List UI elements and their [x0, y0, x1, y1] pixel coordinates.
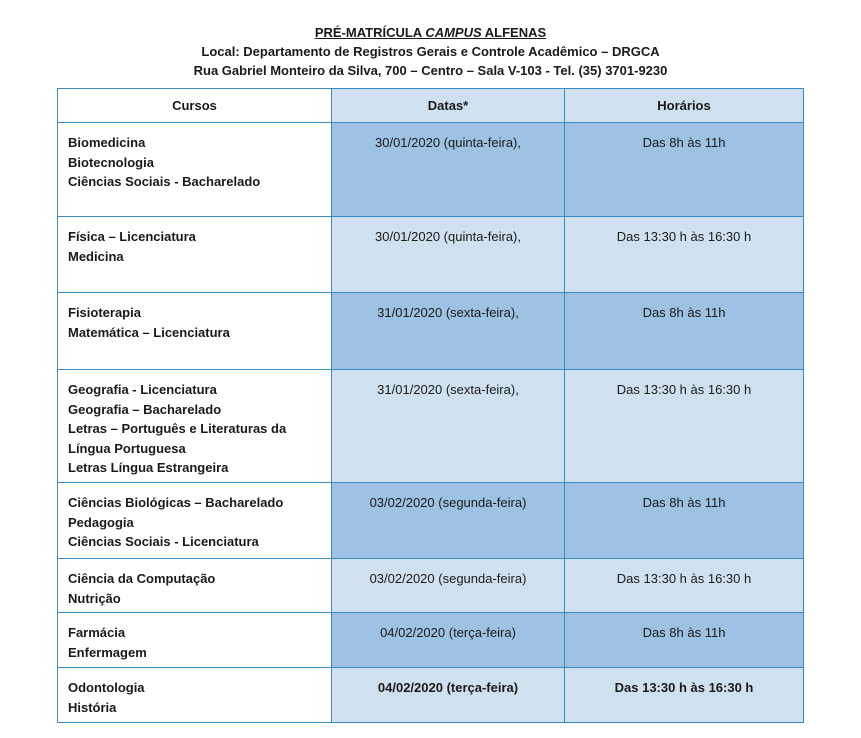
time-cell: Das 13:30 h às 16:30 h	[565, 559, 804, 613]
table-row	[58, 668, 804, 723]
courses-cell	[58, 483, 332, 559]
date-cell: 30/01/2020 (quinta-feira),	[332, 123, 565, 217]
course-name: Ciência da Computação	[68, 571, 216, 586]
courses-cell	[58, 217, 332, 293]
date-cell: 31/01/2020 (sexta-feira),	[332, 293, 565, 370]
schedule-table	[57, 88, 804, 723]
course-name: Fisioterapia	[68, 305, 141, 320]
header-row	[58, 89, 804, 123]
course-name: Letras Língua Estrangeira	[68, 460, 229, 475]
table-row	[58, 559, 804, 613]
course-name: Física – Licenciatura	[68, 229, 196, 244]
date-cell: 03/02/2020 (segunda-feira)	[332, 483, 565, 559]
time-cell: Das 8h às 11h	[565, 613, 804, 668]
course-name: Ciências Biológicas – Bacharelado	[68, 495, 284, 510]
date-cell: 04/02/2020 (terça-feira)	[332, 613, 565, 668]
courses-cell	[58, 370, 332, 483]
course-name: Geografia - Licenciatura	[68, 382, 217, 397]
courses-cell	[58, 293, 332, 370]
time-cell: Das 13:30 h às 16:30 h	[565, 668, 804, 723]
time-cell: Das 13:30 h às 16:30 h	[565, 217, 804, 293]
course-name: Biomedicina	[68, 135, 146, 150]
date-cell: 30/01/2020 (quinta-feira),	[332, 217, 565, 293]
course-name: Enfermagem	[68, 644, 147, 660]
course-name: Letras – Português e Literaturas da	[68, 421, 287, 436]
course-name: Ciências Sociais - Bacharelado	[68, 174, 261, 189]
table-row	[58, 217, 804, 293]
course-name: Ciências Sociais - Licenciatura	[68, 534, 259, 549]
address-line: Rua Gabriel Monteiro da Silva, 700 – Centro – Sala V-103 - Tel. (35) 3701-9230	[193, 63, 668, 78]
location-line: Local: Departamento de Registros Gerais e Controle Acadêmico – DRGCA	[201, 44, 660, 59]
courses-cell	[58, 613, 332, 668]
column-header-datas: Datas*	[332, 89, 565, 123]
title-suffix: ALFENAS	[481, 25, 547, 40]
document-header	[0, 23, 861, 80]
course-name: Medicina	[68, 248, 124, 264]
course-name: Pedagogia	[68, 514, 134, 530]
column-header-cursos: Cursos	[58, 89, 332, 123]
time-cell: Das 13:30 h às 16:30 h	[565, 370, 804, 483]
title-prefix: PRÉ-MATRÍCULA	[314, 25, 426, 40]
course-name: Farmácia	[68, 625, 126, 640]
column-header-horarios: Horários	[565, 89, 804, 123]
table-row	[58, 613, 804, 668]
table-row	[58, 293, 804, 370]
time-cell: Das 8h às 11h	[565, 123, 804, 217]
time-cell: Das 8h às 11h	[565, 293, 804, 370]
table-row	[58, 483, 804, 559]
date-cell: 31/01/2020 (sexta-feira),	[332, 370, 565, 483]
course-name: Língua Portuguesa	[68, 440, 186, 456]
course-name: Biotecnologia	[68, 154, 154, 170]
title-italic: CAMPUS	[425, 25, 482, 40]
courses-cell	[58, 668, 332, 723]
table-row	[58, 370, 804, 483]
course-name: Geografia – Bacharelado	[68, 401, 222, 417]
date-cell: 03/02/2020 (segunda-feira)	[332, 559, 565, 613]
courses-cell	[58, 559, 332, 613]
course-name: Nutrição	[68, 590, 121, 606]
date-cell: 04/02/2020 (terça-feira)	[332, 668, 565, 723]
course-name: Matemática – Licenciatura	[68, 324, 230, 340]
page-title	[0, 23, 861, 42]
course-name: História	[68, 699, 117, 715]
table-row	[58, 123, 804, 217]
course-name: Odontologia	[68, 680, 145, 695]
time-cell: Das 8h às 11h	[565, 483, 804, 559]
courses-cell	[58, 123, 332, 217]
